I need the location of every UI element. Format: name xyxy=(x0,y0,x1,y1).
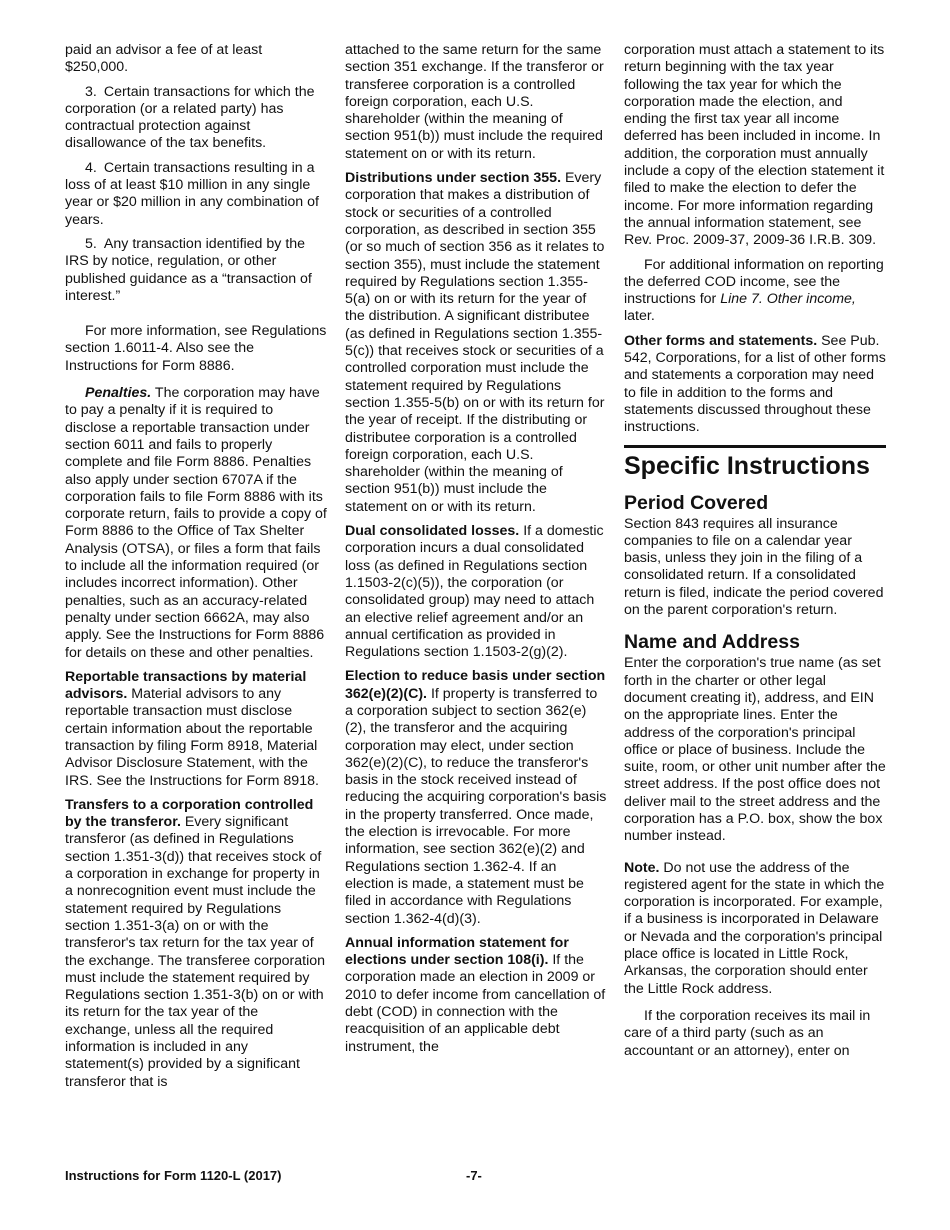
penalties-heading: Penalties. xyxy=(85,385,152,402)
reportable-transactions-text: Material advisors to any reportable transaction must disclose certain information about the reportable transaction by filing Form 8918, Material Advisor Disclosure Statement, with the IRS. See the Instructions for Form 8918. xyxy=(65,686,319,789)
other-forms-paragraph xyxy=(624,333,886,437)
reportable-transactions-paragraph xyxy=(65,669,327,790)
dual-losses-paragraph xyxy=(345,523,607,661)
note-heading: Note. xyxy=(624,859,660,876)
column-2 xyxy=(345,42,607,1056)
election-heading: Election to reduce basis under section 362(e)(2)(C). xyxy=(345,668,606,702)
distributions-heading: Distributions under section 355. xyxy=(345,170,562,187)
reportable-transactions-heading: Reportable transactions by material advisors. xyxy=(65,668,307,703)
name-address-text: Enter the corporation's true name (as set forth in the charter or other legal document creating it), address, and EIN on the appropriate lines. Enter the address of the corporation's principal office or place of business. Include the suite, room, or other unit number after the street address. If the post office does not deliver mail to the street address and the corporation has a P.O. box, show the box number instead. xyxy=(624,655,886,845)
transfers-paragraph xyxy=(65,797,327,1091)
page-number: -7- xyxy=(466,1168,482,1183)
paragraph: paid an advisor a fee of at least $250,000. xyxy=(65,42,263,76)
election-text: If property is transferred to a corporation subject to section 362(e)(2), the transferor and the acquiring corporation may elect, under section 362(e)(2)(C), to reduce the transferor's basis in the stock received instead of reducing the acquiring corporation's basis in the property transferred. Once made, the election is irrevocable. For more information, see section 362(e)(2) and Regulations section 1.362-4. If an election is made, a statement must be filed in accordance with Regulations section 1.362-4(d)(3). xyxy=(345,685,607,927)
period-covered-heading: Period Covered xyxy=(624,491,769,514)
annual-statement-text: If the corporation made an election in 2009 or 2010 to defer income from cancellation of debt (COD) in connection with the reacquisition of an applicable debt instrument, the xyxy=(345,952,606,1055)
column-1 xyxy=(65,42,327,1091)
penalties-text: The corporation may have to pay a penalty if it is required to disclose a reportable transaction under section 6011 and fails to properly complete and file Form 8886. Penalties also apply under section 6707A if the corporation fails to file Form 8886 with its corporate return, fails to provide a copy of Form 8886 to the Office of Tax Shelter Analysis (OTSA), or files a form that fails to include all the information required (or includes incorrect information). Other penalties, such as an accuracy-related penalty under section 6662A, may also apply. See the Instructions for Form 8886 for details on these and other penalties. xyxy=(65,385,327,661)
other-forms-text: See Pub. 542, Corporations, for a list of other forms and statements a corporation may need to file in addition to the forms and statements discussed throughout these instructions. xyxy=(624,332,886,436)
specific-instructions-title: Specific Instructions xyxy=(624,451,870,480)
list-item-3: 3. Certain transactions for which the corporation (or a related party) has contractual protection against disallowance of the tax benefits. xyxy=(65,83,315,152)
transfers-text: Every significant transferor (as defined in Regulations section 1.351-3(d)) that receives stock of a corporation in exchange for property in a nonrecognition event must include the statement required by Regulations section 1.351-3(a) on or with the transferor's tax return for the tax year of the exchange. The transferee corporation must include the statement required by Regulations section 1.351-3(b) on or with its return for the tax year of the exchange, unless all the required information is included in any statement(s) provided by a significant transferor that is xyxy=(65,814,326,1090)
list-item-4: 4. Certain transactions resulting in a loss of at least $10 million in any single year or $20 million in any combination of years. xyxy=(65,159,319,228)
deferred-cod-paragraph xyxy=(624,257,886,326)
paragraph: For more information, see Regulations section 1.6011-4. Also see the Instructions for Form 8886. xyxy=(65,323,327,374)
third-party-paragraph: If the corporation receives its mail in care of a third party (such as an accountant or an attorney), enter on xyxy=(624,1007,871,1059)
annual-statement-paragraph xyxy=(345,935,607,1056)
other-forms-heading: Other forms and statements. xyxy=(624,332,818,349)
dual-losses-text: If a domestic corporation incurs a dual consolidated loss (as defined in Regulations section 1.1503-2(c)(5)), the corporation (or consolidated group) may need to attach an elective relief agreement and/or an annual certification as provided in Regulations section 1.1503-2(g)(2). xyxy=(345,523,604,661)
column-3 xyxy=(624,42,886,1060)
line-7-reference: Line 7. Other income, xyxy=(720,291,856,308)
transfers-heading: Transfers to a corporation controlled by the transferor. xyxy=(65,796,314,831)
paragraph: corporation must attach a statement to its return beginning with the tax year following the tax year for which the corporation made the election, and ending the first tax year all income deferred has been included in income. In addition, the corporation must annually include a copy of the election statement it filed to make the election to defer the income. For more information regarding the annual information statement, see Rev. Proc. 2009-37, 2009-36 I.R.B. 309. xyxy=(624,42,885,249)
distributions-paragraph xyxy=(345,170,607,516)
penalties-paragraph xyxy=(65,385,327,662)
deferred-cod-text: For additional information on reporting the deferred COD income, see the instructions for xyxy=(624,256,884,308)
election-paragraph xyxy=(345,668,607,927)
distributions-text: Every corporation that makes a distribution of stock or securities of a controlled corporation, as described in section 355 (or so much of section 356 as it relates to section 355), must include the statement required by Regulations section 1.355-5(a) on or with its return for the year of the distribution. A significant distributee (as defined in Regulations section 1.355-5(c)) that receives stock or securities of a controlled corporation must include the statement required by Regulations section 1.355-5(b) on or with its return for the year of receipt. If the distributing or distributee corporation is a controlled foreign corporation, each U.S. shareholder (within the meaning of section 951(b)) must include the statement on or with its return. xyxy=(345,170,605,515)
paragraph: attached to the same return for the same section 351 exchange. If the transferor or transferee corporation is a controlled foreign corporation, each U.S. shareholder (within the meaning of section 951(b)) must include the required statement on or with its return. xyxy=(345,42,604,162)
annual-statement-heading: Annual information statement for elections under section 108(i). xyxy=(345,934,569,969)
dual-losses-heading: Dual consolidated losses. xyxy=(345,523,520,540)
list-item-5: 5. Any transaction identified by the IRS by notice, regulation, or other published guidance as a “transaction of interest.” xyxy=(65,235,312,304)
note-paragraph xyxy=(624,860,886,998)
period-covered-text: Section 843 requires all insurance companies to file on a calendar year basis, unless they join in the filing of a consolidated return. If a consolidated return is filed, indicate the period covered on the parent corporation's return. xyxy=(624,515,884,619)
name-address-heading: Name and Address xyxy=(624,631,800,654)
note-text: Do not use the address of the registered agent for the state in which the corporation is incorporated. For example, if a business is incorporated in Delaware or Nevada and the corporation's principal place office is located in Little Rock, Arkansas, the corporation should enter the Little Rock address. xyxy=(624,859,885,997)
footer-form-title: Instructions for Form 1120-L (2017) xyxy=(65,1168,282,1183)
deferred-cod-text-end: later. xyxy=(624,308,655,325)
